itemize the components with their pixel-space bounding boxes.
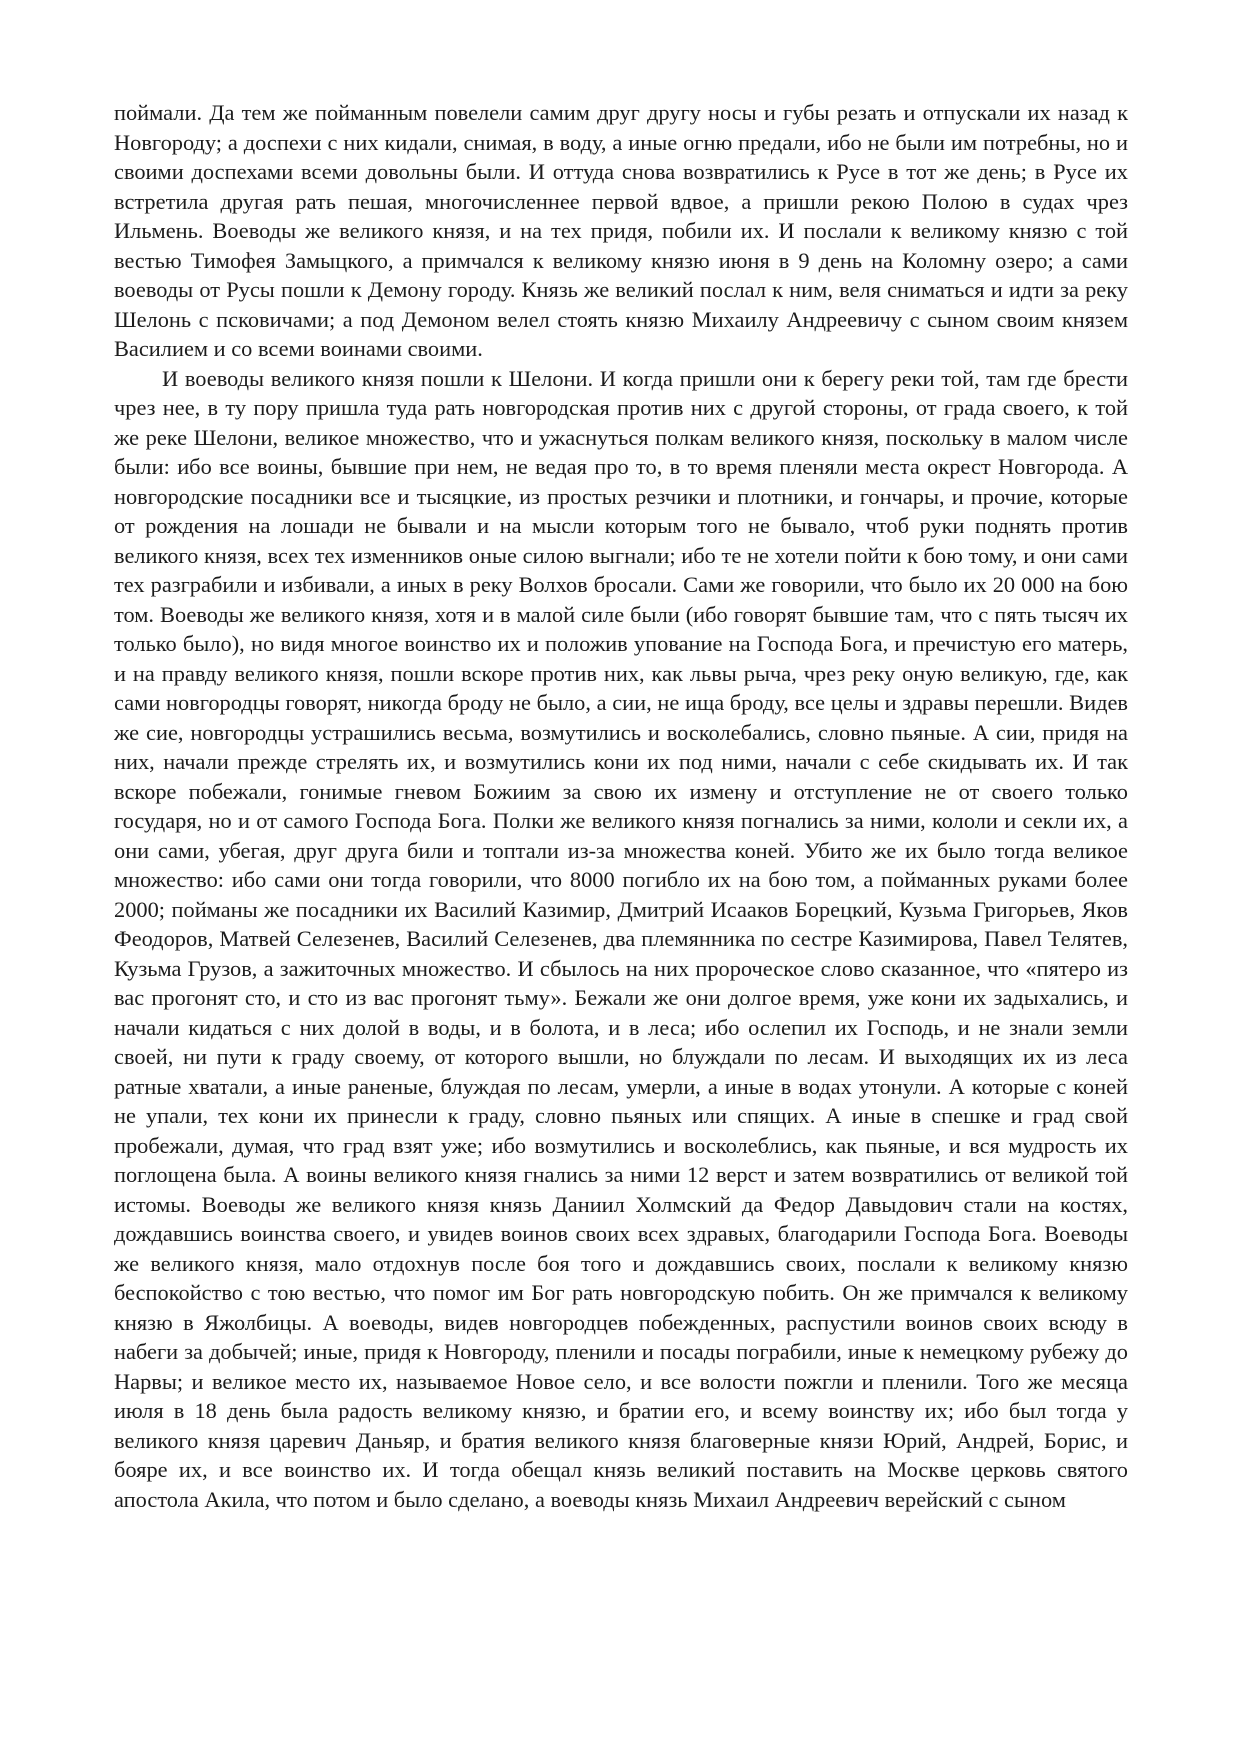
paragraph-shelon-battle: И воеводы великого князя пошли к Шелони. И когда пришли они к берегу реки той, там где брести чрез нее, в ту пору пришла туда рать новгородская против них с другой стороны, от града своего, к той же реке Шелони, великое множество, что и ужаснуться полкам великого князя, поскольку в малом числе были: ибо все воины, бывшие при нем, не ведая про то, в то время пленяли места окрест Новгорода. А новгородские посадники все и тысяцкие, из простых резчики и плотники, и гончары, и прочие, которые от рождения на лошади не бывали и на мысли которым того не бывало, чтоб руки поднять против великого князя, всех тех изменников оные силою выгнали; ибо те не хотели пойти к бою тому, и они сами тех разграбили и избивали, а иных в реку Волхов бросали. Сами же говорили, что было их 20 000 на бою том. Воеводы же великого князя, хотя и в малой силе были (ибо говорят бывшие там, что с пять тысяч их только было), но видя многое воинство их и положив упование на Господа Бога, и пречистую его матерь, и на правду великого князя, пошли вскоре против них, как львы рыча, чрез реку оную великую, где, как сами новгородцы говорят, никогда броду не было, а сии, не ища броду, все целы и здравы перешли. Видев же сие, новгородцы устрашились весьма, возмутились и восколебались, словно пьяные. А сии, придя на них, начали прежде стрелять их, и возмутились кони их под ними, начали с себе скидывать их. И так вскоре побежали, гонимые гневом Божиим за свою их измену и отступление не от своего только государя, но и от самого Господа Бога. Полки же великого князя погнались за ними, кололи и секли их, а они сами, убегая, друг друга били и топтали из-за множества коней. Убито же их было тогда великое множество: ибо сами они тогда говорили, что 8000 погибло их на бою том, а пойманных руками более 2000; пойманы же посадники их Василий Казимир, Дмитрий Исааков Борецкий, Кузьма Григорьев, Яков Феодоров, Матвей Селезенев, Василий Селезенев, два племянника по сестре Казимирова, Павел Телятев, Кузьма Грузов, а зажиточных множество. И сбылось на них пророческое слово сказанное, что «пятеро из вас прогонят сто, и сто из вас прогонят тьму». Бежали же они долгое время, уже кони их задыхались, и начали кидаться с них долой в воды, и в болота, и в леса; ибо ослепил их Господь, и не знали земли своей, ни пути к граду своему, от которого вышли, но блуждали по лесам. И выходящих их из леса ратные хватали, а иные раненые, блуждая по лесам, умерли, а иные в водах утонули. А которые с коней не упали, тех кони их принесли к граду, словно пьяных или спящих. А иные в спешке и град свой пробежали, думая, что град взят уже; ибо возмутились и восколеблись, как пьяные, и вся мудрость их поглощена была. А воины великого князя гнались за ними 12 верст и затем возвратились от великой той истомы. Воеводы же великого князя князь Даниил Холмский да Федор Давыдович стали на костях, дождавшись воинства своего, и увидев воинов своих всех здравых, благодарили Господа Бога. Воеводы же великого князя, мало отдохнув после боя того и дождавшись своих, послали к великому князю беспокойство с тою вестью, что помог им Бог рать новгородскую побить. Он же примчался к великому князю в Яжолбицы. А воеводы, видев новгородцев побежденных, распустили воинов своих всюду в набеги за добычей; иные, придя к Новгороду, пленили и посады пограбили, иные к немецкому рубежу до Нарвы; и великое место их, называемое Новое село, и все волости пожгли и пленили. Того же месяца июля в 18 день была радость великому князю, и братии его, и всему воинству их; ибо был тогда у великого князя царевич Даньяр, и братия великого князя благоверные князи Юрий, Андрей, Борис, и бояре их, и все воинство их. И тогда обещал князь великий поставить на Москве церковь святого апостола Акила, что потом и было сделано, а воеводы князь Михаил Андреевич верейский с сыном xyxy=(114,365,1128,1512)
paragraph-continuation: поймали. Да тем же пойманным повелели самим друг другу носы и губы резать и отпускали их назад к Новгороду; а доспехи с них кидали, снимая, в воду, а иные огню предали, ибо не были им потребны, но и своими доспехами всеми довольны были. И оттуда снова возвратились к Русе в тот же день; в Русе их встретила другая рать пешая, многочисленнее первой вдвое, а пришли рекою Полою в судах чрез Ильмень. Воеводы же великого князя, и на тех придя, побили их. И послали к великому князю с той вестью Тимофея Замыцкого, а примчался к великому князю июня в 9 день на Коломну озеро; а сами воеводы от Русы пошли к Демону городу. Князь же великий послал к ним, веля сниматься и идти за реку Шелонь с псковичами; а под Демоном велел стоять князю Михаилу Андреевичу с сыном своим князем Василием и со всеми воинами своими. xyxy=(114,100,1128,361)
